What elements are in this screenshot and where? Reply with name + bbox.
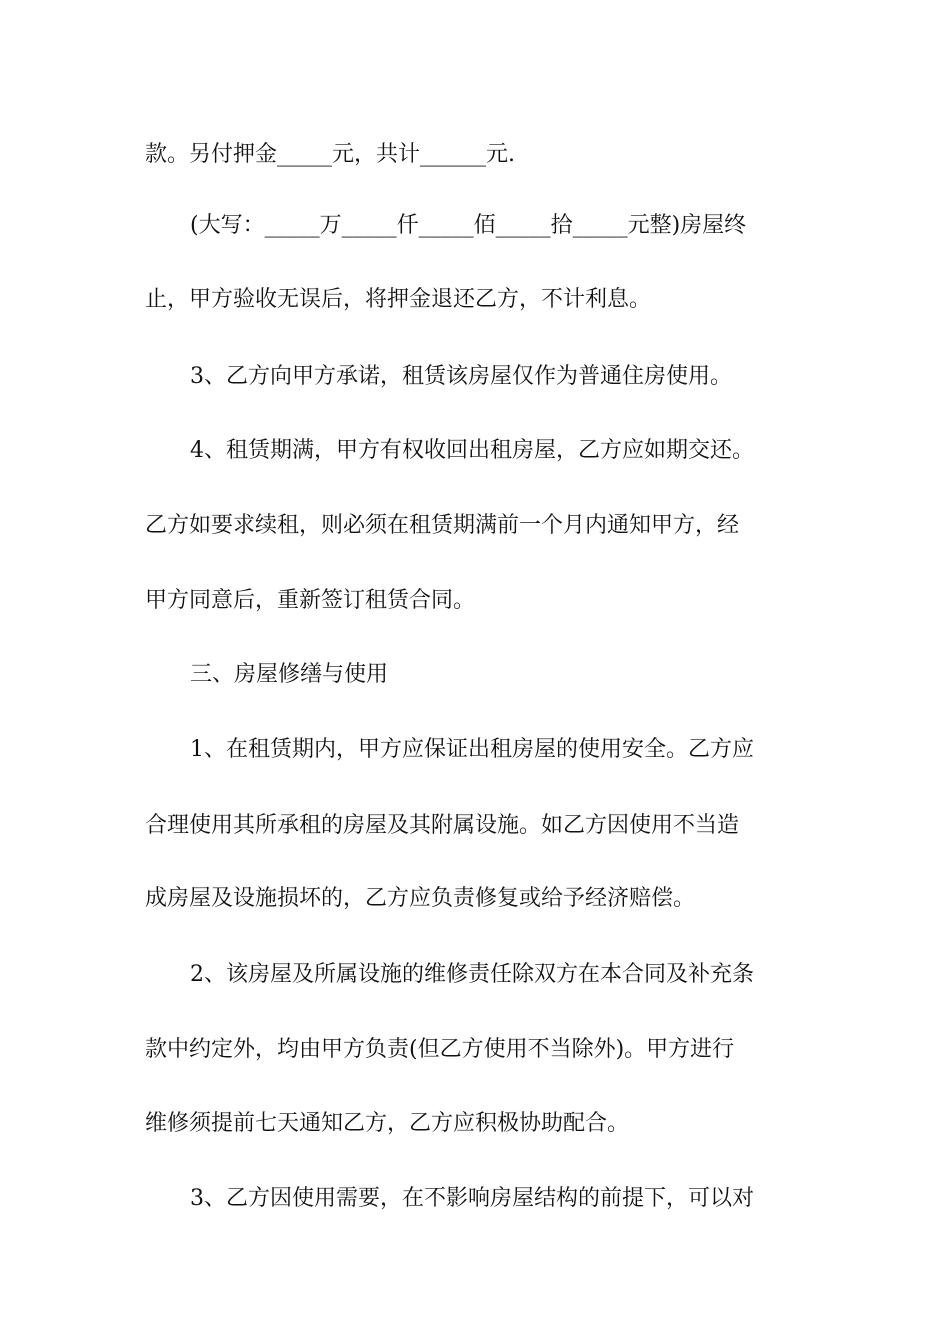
- text-line: 2、该房屋及所属设施的维修责任除双方在本合同及补充条: [190, 962, 754, 987]
- text-line: 款。另付押金_____元，共计______元.: [145, 142, 515, 167]
- text-line: 3、乙方向甲方承诺，租赁该房屋仅作为普通住房使用。: [190, 364, 732, 389]
- text-line: 4、租赁期满，甲方有权收回出租房屋，乙方应如期交还。: [190, 438, 754, 463]
- text-line: 款中约定外，均由甲方负责(但乙方使用不当除外)。甲方进行: [145, 1037, 735, 1062]
- section-heading: 三、房屋修缮与使用: [190, 662, 389, 687]
- text-line: 成房屋及设施损坏的，乙方应负责修复或给予经济赔偿。: [145, 886, 696, 911]
- text-line: 1、在租赁期内，甲方应保证出租房屋的使用安全。乙方应: [190, 737, 754, 762]
- text-line: 止，甲方验收无误后，将押金退还乙方，不计利息。: [145, 287, 652, 312]
- text-line: 合理使用其所承租的房屋及其附属设施。如乙方因使用不当造: [145, 813, 740, 838]
- text-line: 维修须提前七天通知乙方，乙方应积极协助配合。: [145, 1111, 630, 1136]
- text-line: (大写：_____万_____仟_____佰_____拾_____元整)房屋终: [190, 213, 747, 238]
- text-line: 3、乙方因使用需要，在不影响房屋结构的前提下，可以对: [190, 1186, 754, 1211]
- text-line: 乙方如要求续租，则必须在租赁期满前一个月内通知甲方，经: [145, 513, 740, 538]
- text-line: 甲方同意后，重新签订租赁合同。: [145, 588, 476, 613]
